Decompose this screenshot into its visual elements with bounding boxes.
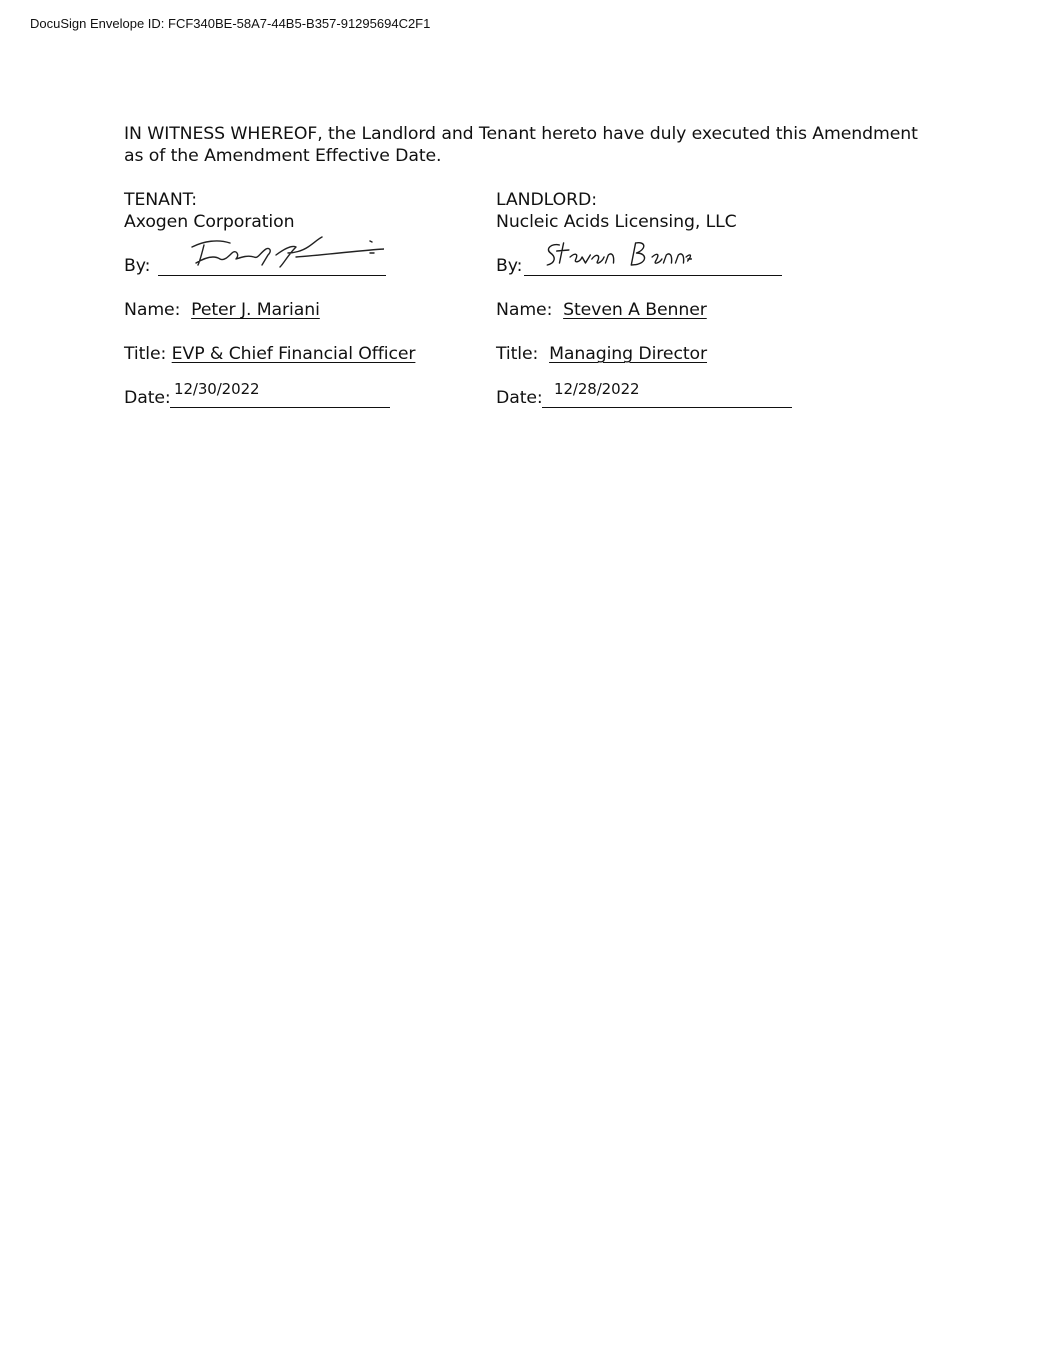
landlord-date-label: Date: <box>496 388 543 408</box>
tenant-title-row <box>124 343 415 365</box>
witness-line-1: IN WITNESS WHEREOF, the Landlord and Tenant hereto have duly executed this Amendment <box>124 124 918 144</box>
tenant-date-row <box>124 387 171 409</box>
landlord-signature-svg <box>541 239 694 271</box>
landlord-date-row <box>496 387 543 409</box>
tenant-name-label: Name: <box>124 300 181 320</box>
tenant-by-row <box>124 255 150 277</box>
landlord-title-label: Title: <box>496 344 539 364</box>
tenant-name-value: Peter J. Mariani <box>191 300 320 320</box>
witness-line-2: as of the Amendment Effective Date. <box>124 146 442 166</box>
tenant-company: Axogen Corporation <box>124 212 295 232</box>
tenant-title-value: EVP & Chief Financial Officer <box>171 344 416 364</box>
tenant-title-label: Title: <box>124 344 167 364</box>
tenant-date-line <box>170 407 390 408</box>
landlord-company: Nucleic Acids Licensing, LLC <box>496 212 737 232</box>
tenant-signature-image <box>184 233 384 277</box>
landlord-title-row <box>496 343 707 365</box>
tenant-label: TENANT: <box>124 190 197 210</box>
landlord-signature-image <box>540 239 694 277</box>
landlord-date-value: 12/28/2022 <box>554 380 640 398</box>
landlord-by-label: By: <box>496 256 523 276</box>
landlord-name-label: Name: <box>496 300 553 320</box>
tenant-by-label: By: <box>124 256 151 276</box>
tenant-date-label: Date: <box>124 388 171 408</box>
tenant-name-row <box>124 299 320 321</box>
landlord-by-row <box>496 255 522 277</box>
landlord-name-row <box>496 299 707 321</box>
tenant-date-value: 12/30/2022 <box>174 380 260 398</box>
witness-clause <box>124 123 924 167</box>
landlord-date-line <box>542 407 792 408</box>
landlord-title-value: Managing Director <box>549 344 708 364</box>
landlord-name-value: Steven A Benner <box>563 300 707 320</box>
landlord-label: LANDLORD: <box>496 190 597 210</box>
envelope-id: DocuSign Envelope ID: FCF340BE-58A7-44B5-B357-91295694C2F1 <box>30 16 431 31</box>
